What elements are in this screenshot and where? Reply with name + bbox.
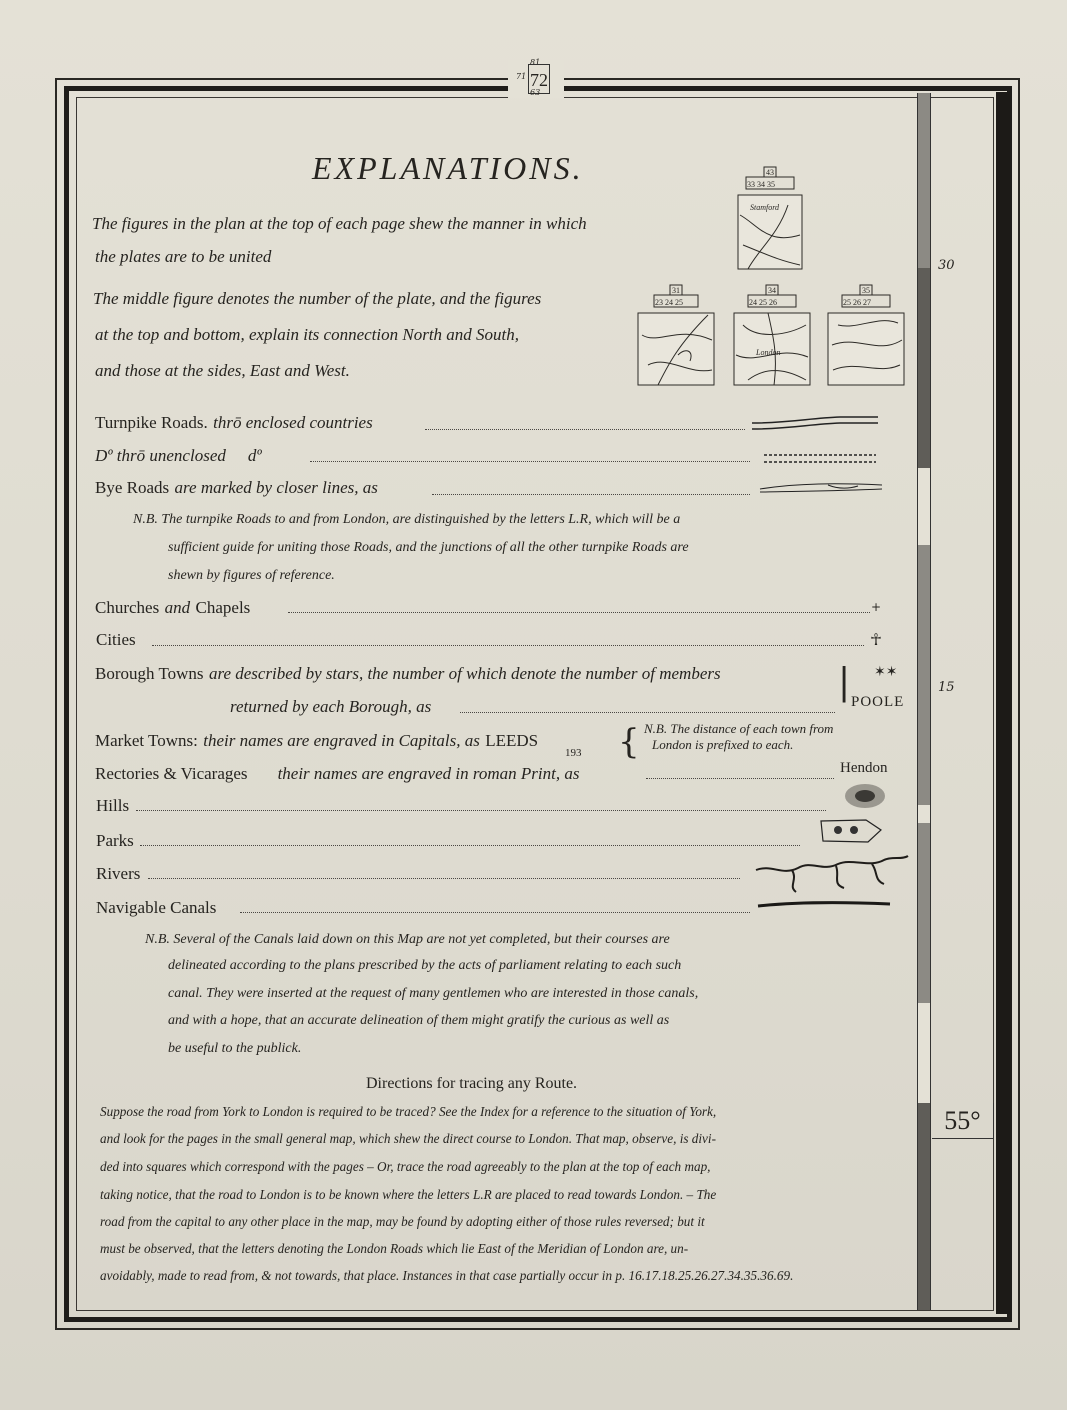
diagram-row-top: 33 34 35 (747, 180, 775, 189)
unenclosed-road-symbol (762, 450, 878, 468)
turnpike-road-symbol (750, 414, 880, 434)
bye-road-symbol (758, 479, 884, 497)
nb-canals-1: N.B. Several of the Canals laid down on this Map are not yet completed, but their courses are (145, 932, 670, 947)
directions-heading: Directions for tracing any Route. (366, 1075, 578, 1092)
intro-line-5: and those at the sides, East and West. (95, 361, 350, 380)
legend-unenclosed: Dº thrō unenclosed dº (95, 446, 262, 465)
nb-turnpike-2: sufficient guide for uniting those Roads, and the junctions of all the other turnpike Roads are (168, 540, 689, 555)
legend-rectories: Rectories & Vicarages their names are engraved in roman Print, as (95, 764, 580, 783)
legend-canals: Navigable Canals (96, 898, 217, 917)
star-symbol: ✶✶ (874, 664, 898, 680)
hill-symbol (840, 780, 890, 812)
directions-line-7: avoidably, made to read from, & not towards, that place. Instances in that case partially occur in p. 16.17.18.25.26.27.34.35.36.69. (100, 1268, 794, 1283)
directions-line-1: Suppose the road from York to London is required to be traced? See the Index for a reference to the situation of York, (100, 1104, 717, 1119)
legend-churches: Churches and Chapels (95, 598, 251, 617)
church-symbol: + (871, 600, 882, 614)
diagram-north-right: 35 (862, 286, 870, 295)
intro-line-4: at the top and bottom, explain its connection North and South, (95, 325, 520, 344)
nb-turnpike-1: N.B. The turnpike Roads to and from London, are distinguished by the letters L.R, which will be a (133, 512, 681, 527)
degree-label: 55° (932, 1103, 994, 1139)
nb-canals-3: canal. They were inserted at the request of many gentlemen who are interested in those canals, (168, 986, 699, 1001)
diagram-north-top: 43 (766, 168, 774, 177)
plate-south: 63 (530, 88, 541, 97)
scale-label-15: 15 (938, 680, 955, 695)
directions-line-5: road from the capital to any other place in the map, may be found by adopting either of those rules reversed; but it (100, 1214, 705, 1229)
nb-distance-1: N.B. The distance of each town from (644, 721, 834, 736)
plate-arrangement-diagram (628, 165, 918, 395)
leeds-distance: 193 (565, 747, 582, 759)
poole-example: POOLE (851, 694, 905, 710)
directions-line-4: taking notice, that the road to London is to be known where the letters L.R are placed to read towards London. – The (100, 1187, 717, 1202)
diagram-north-mid: 34 (768, 286, 776, 295)
borough-bracket: | (838, 662, 851, 703)
legend-parks: Parks (96, 831, 134, 850)
plate-west: 71 (516, 72, 527, 81)
nb-canals-2: delineated according to the plans prescribed by the acts of parliament relating to each such (168, 958, 682, 973)
nb-canals-5: be useful to the publick. (168, 1041, 302, 1056)
directions-line-3: ded into squares which correspond with the pages – Or, trace the road agreeably to the plan at the top of each map, (100, 1159, 711, 1174)
directions-line-6: must be observed, that the letters denoting the London Roads which lie East of the Meridian of London are, un- (100, 1241, 689, 1256)
hendon-example: Hendon (840, 760, 888, 776)
plate-north: 81 (530, 58, 541, 67)
intro-line-3: The middle figure denotes the number of the plate, and the figures (93, 289, 542, 308)
legend-market: Market Towns: their names are engraved in Capitals, as LEEDS (95, 731, 539, 750)
legend-hills: Hills (96, 796, 130, 815)
diagram-row-left: 23 24 25 (655, 298, 683, 307)
nb-turnpike-3: shewn by figures of reference. (168, 568, 335, 583)
scale-label-30: 30 (938, 258, 955, 273)
market-bracket: { (618, 722, 640, 762)
legend-bye-roads: Bye Roads are marked by closer lines, as (95, 478, 378, 497)
nb-canals-4: and with a hope, that an accurate delineation of them might gratify the curious as well as (168, 1013, 670, 1028)
river-symbol (752, 850, 912, 896)
diagram-town-mid: London (756, 348, 781, 357)
page-title: EXPLANATIONS. (312, 150, 584, 186)
diagram-row-right: 25 26 27 (843, 298, 871, 307)
intro-line-2: the plates are to be united (95, 247, 272, 266)
diagram-north-left: 31 (672, 286, 680, 295)
intro-line-1: The figures in the plan at the top of each page shew the manner in which (92, 214, 587, 233)
plate-number-key (508, 60, 564, 98)
canal-symbol (756, 898, 892, 912)
latitude-scale (917, 93, 931, 1310)
legend-turnpike: Turnpike Roads. thrō enclosed countries (95, 413, 373, 432)
plate-number: 72 (528, 64, 550, 94)
diagram-town-top: Stamford (750, 203, 780, 212)
park-symbol (818, 817, 884, 845)
diagram-row-mid: 24 25 26 (749, 298, 777, 307)
legend-rivers: Rivers (96, 864, 141, 883)
legend-borough: Borough Towns are described by stars, the number of which denote the number of members (95, 664, 721, 683)
frame-right-bar (996, 92, 1010, 1314)
city-symbol: ☥ (870, 630, 882, 649)
legend-cities: Cities (96, 630, 136, 649)
directions-line-2: and look for the pages in the small general map, which shew the direct course to London. That map, observe, is divi- (100, 1131, 716, 1146)
nb-distance-2: London is prefixed to each. (652, 737, 794, 752)
legend-borough-2: returned by each Borough, as (230, 697, 432, 716)
